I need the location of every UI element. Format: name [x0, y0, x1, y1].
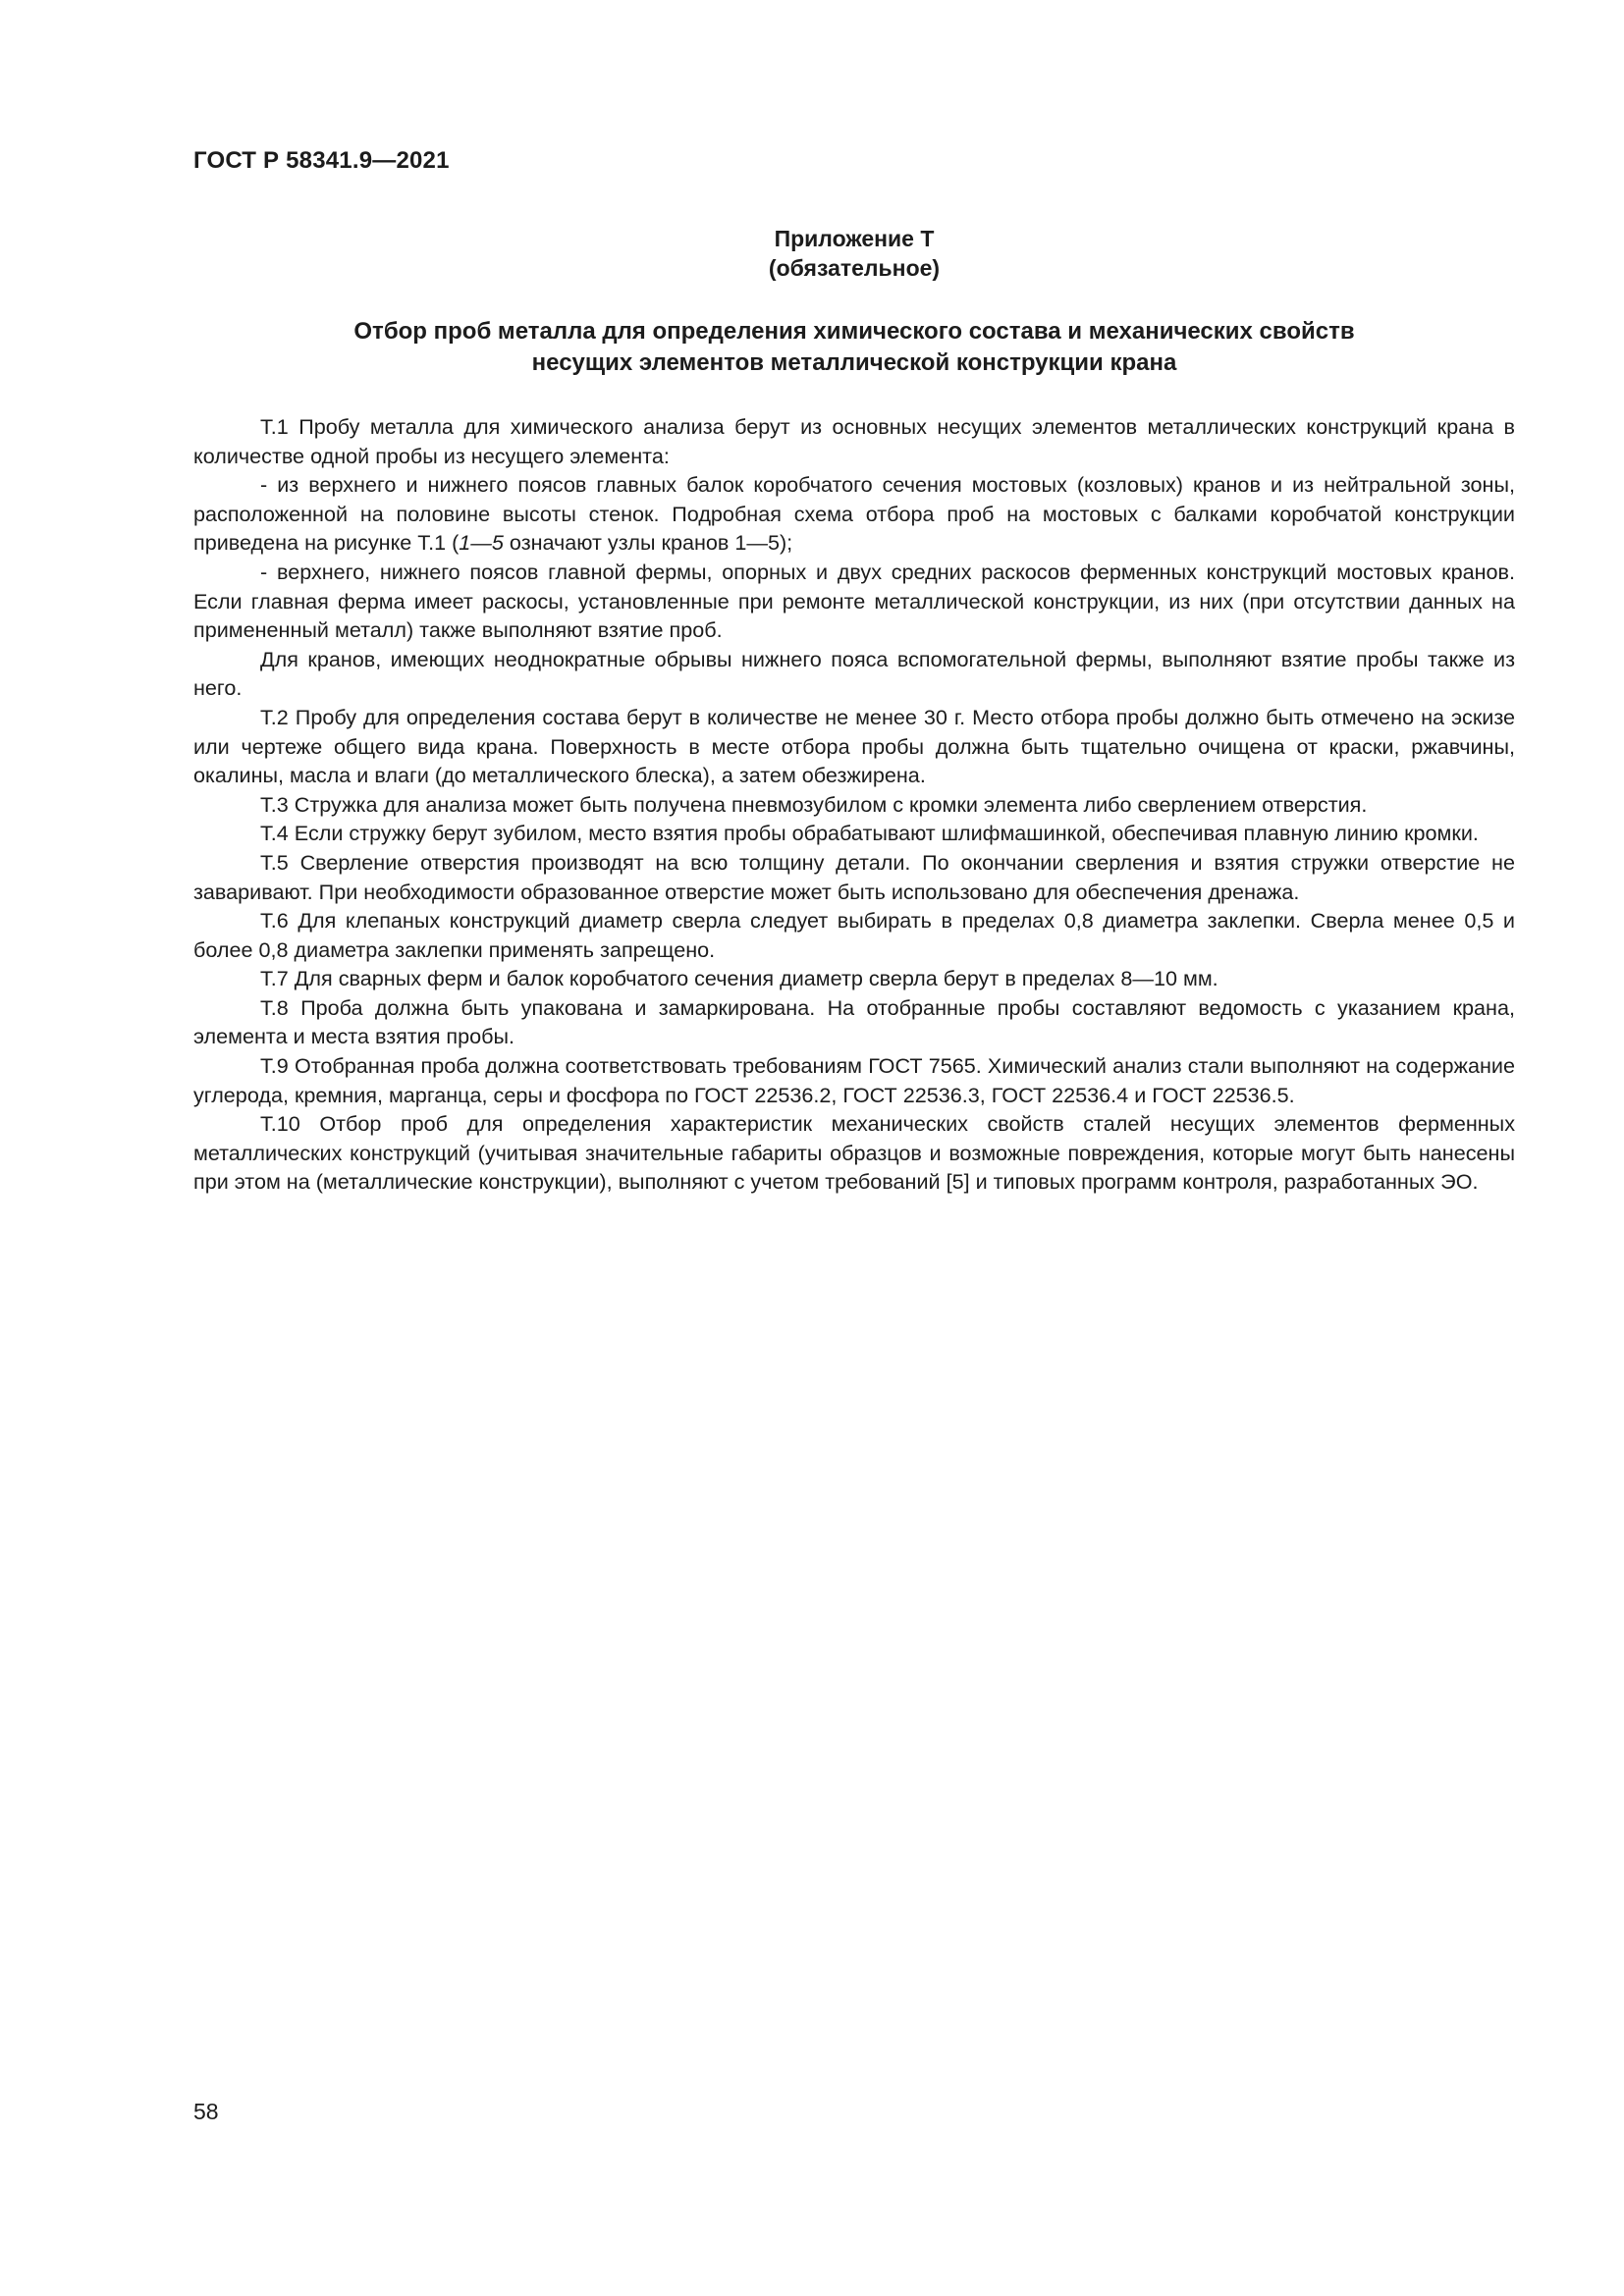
paragraph-t7: Т.7 Для сварных ферм и балок коробчатого сечения диаметр сверла берут в пределах 8—10 мм. [260, 966, 1218, 991]
figure-node-range: 1—5 [459, 530, 504, 556]
paragraph-t8: Т.8 Проба должна быть упакована и замаркирована. На отобранные пробы составляют ведомость с указанием крана, элемента и места взятия пробы. [193, 994, 1515, 1049]
section-title [193, 316, 1515, 379]
paragraph-t6: Т.6 Для клепаных конструкций диаметр сверла следует выбирать в пределах 0,8 диаметра заклепки. Сверла менее 0,5 и более 0,8 диаметра заклепки применять запрещено. [193, 908, 1515, 962]
paragraph-t10: Т.10 Отбор проб для определения характеристик механических свойств сталей несущих элементов ферменных металлических конструкций (учитывая значительные габариты образцов и возможные повреждения, которые могут быть нанесены при этом на (металлические конструкции), выполняют с учетом требований [5] и типовых программ контроля, разработанных ЭО. [193, 1111, 1515, 1195]
document-code: ГОСТ Р 58341.9—2021 [193, 147, 450, 174]
paragraph-t1-item-2: - верхнего, нижнего поясов главной фермы, опорных и двух средних раскосов ферменных конструкций мостовых кранов. Если главная ферма имеет раскосы, установленные при ремонте металлической конструкции, из них (при отсутствии данных на примененный металл) также выполняют взятие проб. [193, 559, 1515, 643]
paragraph-t2: Т.2 Пробу для определения состава берут в количестве не менее 30 г. Место отбора пробы должно быть отмечено на эскизе или чертеже общего вида крана. Поверхность в месте отбора пробы должна быть тщательно очищена от краски, ржавчины, окалины, масла и влаги (до металлического блеска), а затем обезжирена. [193, 704, 1515, 788]
annex-status: (обязательное) [768, 255, 941, 281]
annex-label: Приложение Т [774, 226, 935, 251]
paragraph-text-tail: означают узлы кранов 1—5); [503, 530, 793, 556]
annex-heading [193, 224, 1515, 283]
section-title-line-2: несущих элементов металлической конструкции крана [531, 349, 1177, 376]
paragraph-t1: Т.1 Пробу металла для химического анализа берут из основных несущих элементов металлических конструкций крана в количестве одной пробы из несущего элемента: [193, 414, 1515, 468]
section-title-line-1: Отбор проб металла для определения химического состава и механических свойств [353, 318, 1355, 345]
paragraph-t1-item-1 [193, 470, 1515, 558]
paragraph-t4: Т.4 Если стружку берут зубилом, место взятия пробы обрабатывают шлифмашинкой, обеспечивая плавную линию кромки. [260, 821, 1479, 846]
paragraph-text: - из верхнего и нижнего поясов главных балок коробчатого сечения мостовых (козловых) кранов и из нейтральной зоны, расположенной на половине высоты стенок. Подробная схема отбора проб на мостовых с балками коробчатой конструкции приведена на рисунке Т.1 ( [193, 472, 1515, 556]
paragraph-t5: Т.5 Сверление отверстия производят на всю толщину детали. По окончании сверления и взятия стружки отверстие не заваривают. При необходимости образованное отверстие может быть использовано для обеспечения дренажа. [193, 849, 1515, 904]
body-text [193, 412, 1515, 1197]
paragraph-t1-note: Для кранов, имеющих неоднократные обрывы нижнего пояса вспомогательной фермы, выполняют взятие пробы также из него. [193, 646, 1515, 701]
paragraph-t3: Т.3 Стружка для анализа может быть получена пневмозубилом с кромки элемента либо сверлением отверстия. [260, 791, 1368, 817]
paragraph-t9: Т.9 Отобранная проба должна соответствовать требованиям ГОСТ 7565. Химический анализ стали выполняют на содержание углерода, кремния, марганца, серы и фосфора по ГОСТ 22536.2, ГОСТ 22536.3, ГОСТ 22536.4 и ГОСТ 22536.5. [193, 1053, 1515, 1107]
page-number: 58 [193, 2099, 219, 2124]
